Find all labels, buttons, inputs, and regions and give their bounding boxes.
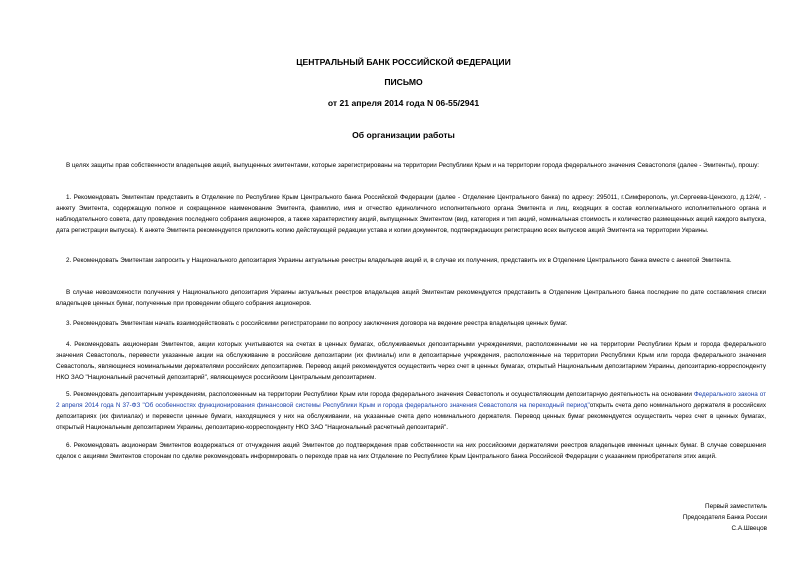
document-date-number: от 21 апреля 2014 года N 06-55/2941 bbox=[327, 98, 480, 108]
signatory-title-2: Председателя Банка России bbox=[682, 514, 767, 521]
intro-paragraph: В целях защиты прав собственности владельцев акций, выпущенных эмитентами, которые зарегистрированы на территории Республики Крым и на территории города федерального значения Севастополя (далее - Эмитенты), прошу: bbox=[66, 162, 760, 169]
paragraph-6: 6. Рекомендовать акционерам Эмитентов воздержаться от отчуждения акций Эмитентов до подтверждения прав собственности на них российскими держателями реестров владельцев именных ценных бумаг. В случае совершения сделок с акциями Эмитентов сторонам по сделке рекомендовать информировать о переходе прав на них Отделение по Республике Крым Центрального банка Российской Федерации с указанием приобретателя этих акций. bbox=[56, 442, 766, 460]
paragraph-5-end: открыть счета депо номинального держателя в российских депозитариях (их филиалах) и перевести ценные бумаги, находящиеся у них на обслуживании, на указанные счета депо номинального держателя. Перевод ценных бумаг рекомендуется осуществить через счет в ценных бумагах, открытый Национальным депозитарием Украины, депозитарию-корреспонденту НКО ЗАО "Национальный расчетный депозитарий". bbox=[56, 402, 766, 431]
paragraph-5 bbox=[56, 389, 766, 433]
paragraph-2: 2. Рекомендовать Эмитентам запросить у Национального депозитария Украины актуальные реестры владельцев акций и, в случае их получения, представить их в Отделение Центрального банка вместе с анкетой Эмитента. bbox=[66, 257, 732, 264]
signatory-name: С.А.Швецов bbox=[731, 525, 767, 532]
paragraph-5-start: 5. Рекомендовать депозитарным учреждениям, расположенным на территории Республики Крым или города федерального значения Севастополь и осуществляющим депозитарную деятельность на основании bbox=[66, 391, 694, 398]
issuer-heading: ЦЕНТРАЛЬНЫЙ БАНК РОССИЙСКОЙ ФЕДЕРАЦИИ bbox=[296, 57, 511, 67]
paragraph-3: 3. Рекомендовать Эмитентам начать взаимодействовать с российскими регистраторами по вопросу заключения договора на ведение реестра владельцев ценных бумаг. bbox=[66, 320, 568, 327]
paragraph-2-continued: В случае невозможности получения у Национального депозитария Украины актуальных реестров владельцев акций Эмитентам рекомендуется представить в Отделение Центрального банка последние по дате составления списки владельцев ценных бумаг, полученные при проведении общего собрания акционеров. bbox=[56, 289, 766, 307]
document-subject: Об организации работы bbox=[352, 130, 455, 140]
document-type: ПИСЬМО bbox=[384, 77, 423, 87]
paragraph-1: 1. Рекомендовать Эмитентам представить в Отделение по Республике Крым Центрального банка Российской Федерации (далее - Отделение Центрального банка) по адресу: 295011, г.Симферополь, ул.Сергеева-Ценского, д.12/4/, - анкету Эмитента, содержащую полное и сокращенное наименование Эмитента, фамилию, имя и отчество единоличного исполнительного органа Эмитента и лиц, входящих в состав коллегиального исполнительного органа и наблюдательного совета, дату проведения последнего собрания акционеров, а также характеристику акций, выпущенных Эмитентом (вид, категория и тип акций, номинальная стоимость и количество размещенных акций каждого выпуска, дата регистрации выпуска). К анкете Эмитента рекомендуется приложить копию действующей редакции устава и копии документов, подтверждающих регистрацию всех выпусков акций Эмитента на территории Украины. bbox=[56, 194, 766, 234]
paragraph-4: 4. Рекомендовать акционерам Эмитентов, акции которых учитываются на счетах в ценных бумагах, обслуживаемых депозитарными учреждениями, расположенными не на территории Республики Крым и города федерального значения Севастополь, перевести указанные акции на обслуживание в российские депозитарии (их филиалы) или в депозитарные учреждения, расположенные на территории Республики Крым или города федерального значения Севастополь, являющиеся номинальными держателями российских депозитариев. Перевод акций рекомендуется осуществить через счет в ценных бумагах, открытый Национальным депозитарием Украины, депозитарию-корреспонденту НКО ЗАО "Национальный расчетный депозитарий", являющемуся российским Центральным депозитарием. bbox=[56, 341, 766, 381]
federal-law-link[interactable]: Федерального закона от 2 апреля 2014 года N 37-ФЗ "Об особенностях функционирования финансовой системы Республики Крым и города федерального значения Севастополя на переходный период" bbox=[56, 391, 766, 409]
signatory-title-1: Первый заместитель bbox=[705, 503, 767, 510]
